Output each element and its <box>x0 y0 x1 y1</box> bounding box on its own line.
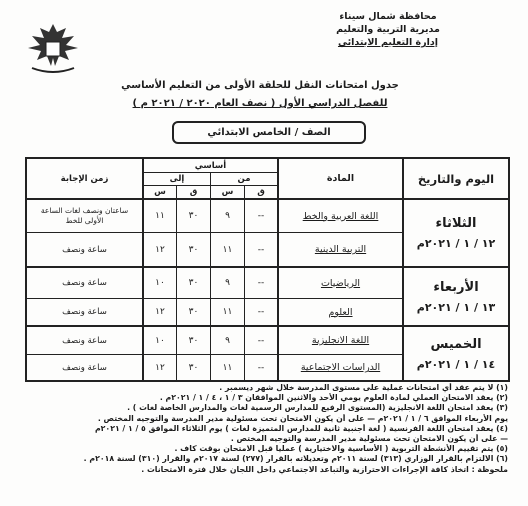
from-minute-cell: -- <box>257 278 265 288</box>
day-cell <box>404 327 508 380</box>
from-minute-cell: -- <box>257 362 265 373</box>
from-minute-cell: -- <box>257 244 265 255</box>
day-name: الثلاثاء <box>435 216 477 231</box>
day-cell <box>404 268 508 325</box>
exam-table <box>25 157 510 382</box>
note-item: — على أن يكون الامتحان تحت مسئولية مدير المدرسة والتوجيه المختص . <box>230 434 508 444</box>
grade-label: الصف / الخامس الابتدائي <box>172 121 366 144</box>
day-name: الأربعاء <box>433 279 479 295</box>
notes-section <box>14 383 508 475</box>
note-item: يوم الأربعاء الموافق ٦ / ١ / ٢٠٢١م — على أن يكون الامتحان تحت مسئولية مدير المدرسة والتوجيه المختص . <box>97 413 508 423</box>
issuing-authority <box>273 10 503 49</box>
document-subtitle: للفصل الدراسي الأول ( نصف العام ٢٠٢٠ / ٢٠٢١ م ) <box>132 98 388 109</box>
header-from-minute: ق <box>257 186 265 197</box>
note-item: ملحوظة : اتخاذ كافة الإجراءات الاحترازية والتباعد الاجتماعي داخل اللجان خلال فترة الامتحانات . <box>141 464 508 474</box>
to-minute-cell: ٣٠ <box>188 362 199 373</box>
directorate-name: مديرية التربية والتعليم <box>336 24 440 35</box>
administration-name: إدارة التعليم الابتدائي <box>337 37 439 48</box>
duration-cell: ساعة ونصف <box>62 244 107 255</box>
from-minute-cell: -- <box>257 307 265 317</box>
duration-cell: ساعة ونصف <box>62 307 107 317</box>
subject-cell: التربية الدينية <box>314 244 367 255</box>
from-minute-cell: -- <box>257 211 265 221</box>
day-date: ١٢ / ١ / ٢٠٢١م <box>416 237 496 250</box>
note-item: (٥) يتم تقييم الأنشطة التربوية ( الأساسية والاختيارية ) عمليا قبل الامتحان بوقت كاف . <box>174 444 508 454</box>
subject-cell: اللغة العربية والخط <box>302 210 379 222</box>
from-hour-cell: ١١ <box>222 244 233 255</box>
header-to-minute: ق <box>189 186 198 197</box>
header-to: إلى <box>169 173 185 184</box>
duration-cell: ساعتان ونصف لغات الساعة الأولى للخط <box>40 206 129 225</box>
to-hour-cell: ١٢ <box>155 244 165 255</box>
to-minute-cell: ٣٠ <box>188 335 199 346</box>
to-minute-cell: ٣٠ <box>188 307 199 317</box>
subject-cell: الدراسات الاجتماعية <box>300 362 381 373</box>
to-hour-cell: ١١ <box>155 211 165 221</box>
subject-cell: الرياضيات <box>320 277 361 289</box>
from-hour-cell: ١١ <box>222 362 233 373</box>
to-minute-cell: ٣٠ <box>188 278 199 288</box>
to-hour-cell: ١٢ <box>155 362 165 373</box>
from-hour-cell: ٩ <box>225 335 230 346</box>
header-subject: المادة <box>326 173 355 184</box>
subject-cell: اللغة الانجليزية <box>311 335 370 346</box>
to-hour-cell: ١٢ <box>155 307 165 317</box>
to-hour-cell: ١٠ <box>155 335 165 346</box>
to-minute-cell: ٣٠ <box>188 244 199 255</box>
from-minute-cell: -- <box>257 335 265 346</box>
duration-cell: ساعة ونصف <box>62 278 107 288</box>
header-day-date: اليوم والتاريخ <box>417 171 495 186</box>
note-item: (٣) يعقد امتحان اللغة الانجليزية (المستوى الرفيع للمدارس الرسمية لغات والمدارس الخاصة لغات ) . <box>127 403 508 413</box>
to-hour-cell: ١٠ <box>155 278 165 288</box>
duration-cell: ساعة ونصف <box>62 362 107 373</box>
note-item: (١) لا يتم عقد أي امتحانات عملية على مستوى المدرسة خلال شهر ديسمبر . <box>219 383 508 392</box>
header-to-hour: س <box>154 186 166 197</box>
header-from-hour: س <box>221 186 234 197</box>
day-name: الخميس <box>430 336 482 352</box>
document-title: جدول امتحانات النقل للحلقة الأولى من التعليم الأساسي <box>121 80 399 91</box>
governorate-name: محافظة شمال سيناء <box>339 11 437 22</box>
from-hour-cell: ٩ <box>225 211 230 221</box>
header-from: من <box>237 173 251 184</box>
subject-cell: العلوم <box>328 306 353 318</box>
day-date: ١٤ / ١ / ٢٠٢١م <box>416 357 496 371</box>
duration-cell: ساعة ونصف <box>62 335 107 346</box>
from-hour-cell: ١١ <box>222 307 233 317</box>
note-item: (٢) يعقد الامتحان العملي لمادة العلوم يومي الأحد والاثنين الموافقان ٣ / ١ ، ٤ / ١ / ٢٠٢١م . <box>159 393 508 403</box>
header-duration: زمن الإجابة <box>60 173 109 184</box>
from-hour-cell: ٩ <box>225 278 230 288</box>
day-cell <box>404 200 508 266</box>
note-item: (٤) يعقد امتحان اللغة الفرنسية ( لغة أجنبية ثانية للمدارس المتميزة لغات ) يوم الثلاثاء الموافق ٥ / ١ / ٢٠٢١م <box>94 423 508 433</box>
to-minute-cell: ٣٠ <box>188 211 199 221</box>
note-item: (٦) الالتزام بالقرار الوزاري (٣١٣) لسنة ٢٠١١م وتعديلاته بالقرار (٢٧٧) لسنة ٢٠١٧م والقرار (٣١٠) لسنة ٢٠١٨م . <box>83 454 508 464</box>
day-date: ١٣ / ١ / ٢٠٢١م <box>416 300 496 314</box>
header-basic: أساسي <box>194 160 227 171</box>
eagle-emblem-icon <box>22 18 84 76</box>
